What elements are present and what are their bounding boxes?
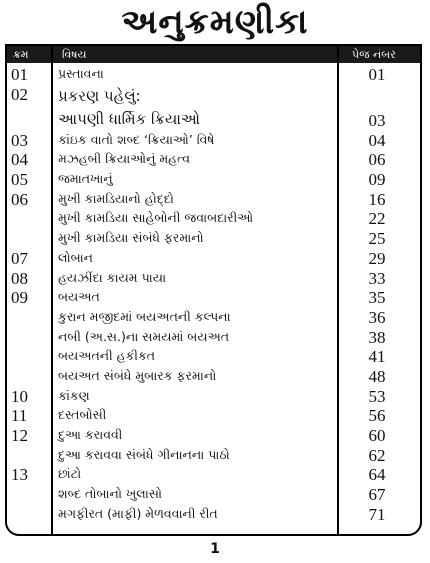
row-page: 06 [368,150,386,170]
table-row [7,268,420,288]
row-subject: કુરાન મજીદમાં બયઅતની કલ્પના [58,308,231,324]
row-subject: કાંઇક વાતો શબ્દ ‘ક્રિયાઓ’ વિષે [58,131,215,147]
row-subject: પ્રસ્તાવના [58,66,104,81]
table-row [7,386,420,406]
row-page: 67 [368,485,386,505]
row-subject: લોબાન [58,249,93,265]
row-page: 04 [368,130,386,150]
table-row [7,366,420,386]
row-page: 33 [368,268,386,288]
page-number: 1 [210,541,220,557]
row-page: 09 [368,170,386,190]
row-number: 13 [11,465,28,485]
row-page: 71 [368,504,386,524]
row-subject: આપણી ધાર્મિક ક્રિયાઓ [58,109,200,128]
table-row [7,208,420,228]
row-subject: પ્રકરણ પહેલું: [58,86,141,105]
table-row [7,169,420,189]
row-number: 01 [11,65,28,84]
table-row [7,327,420,347]
table-row [7,130,420,150]
row-number: 12 [11,426,28,445]
row-subject: બયઅત સંબંધે મુબારક ફરમાનો [58,367,217,383]
row-page: 01 [368,65,386,84]
row-page: 16 [368,189,386,209]
table-row [7,64,420,84]
row-subject: મગફીરત (માફી) મેળવવાની રીત [58,505,218,521]
index-table [5,44,422,536]
row-subject: દુઆ કરાવવી [58,427,123,442]
row-number: 11 [11,406,28,426]
row-number: 05 [11,170,28,190]
row-page: 62 [368,445,386,465]
header-subject: વિષય [62,48,87,61]
table-row [7,504,420,524]
row-number: 09 [11,288,28,308]
table-row [7,346,420,366]
row-number: 03 [11,130,28,150]
row-page: 60 [368,426,386,445]
page-title: અનુક્રમણીકા [121,2,309,42]
row-page: 03 [368,110,386,130]
row-subject: નબી (અ.સ.)ના સમયમાં બયઅત [58,328,230,344]
row-page: 35 [368,288,386,308]
row-number: 08 [11,268,28,288]
row-subject: હયઝીંદા કાયમ પાયા [58,269,167,285]
table-row [7,287,420,307]
row-page: 38 [368,327,386,347]
table-row [7,464,420,484]
table-row [7,307,420,327]
row-subject: દુઆ કરાવવા સંબંધે ગીનાનના પાઠો [58,446,230,462]
header-page: પેજ નંબર [352,48,396,61]
row-page: 25 [368,229,386,249]
row-subject: શબ્દ તોબાનો ખુલાસો [58,486,163,502]
row-page: 48 [368,366,386,386]
table-row [7,484,420,504]
row-page: 29 [368,248,386,268]
row-page: 22 [368,209,386,229]
row-subject: દસ્તબોસી [58,407,107,423]
row-subject: બયઅત [58,289,100,305]
row-subject: કાંકણ [58,387,90,403]
row-subject: છાંટો [58,466,82,482]
table-header [7,46,420,63]
row-page: 41 [368,347,386,367]
table-row [7,107,420,130]
row-subject: જમાતખાનું [58,171,113,187]
table-row [7,228,420,248]
table-row [7,405,420,425]
table-row [7,425,420,445]
row-subject: મુખી કામડિયાનો હોદ્દો [58,190,174,206]
row-page: 56 [368,406,386,426]
row-subject: મુખી કામડિયા સંબંધે ફરમાનો [58,230,204,246]
row-subject: મઝહબી ક્રિયાઓનું મહત્વ [58,151,191,167]
table-row [7,248,420,268]
row-subject: મુખી કામડિયા સાહેબોની જવાબદારીઓ [58,210,254,226]
row-page: 36 [368,307,386,327]
table-row [7,149,420,169]
row-number: 10 [11,386,28,406]
row-number: 02 [11,84,28,104]
row-number: 04 [11,150,28,170]
table-body [7,64,420,523]
header-no: ક્રમ [13,48,29,61]
table-row [7,445,420,465]
row-number: 07 [11,248,28,268]
row-number: 06 [11,189,28,209]
table-row [7,189,420,209]
row-page: 53 [368,386,386,406]
row-page: 64 [368,465,386,485]
row-subject: બયઅતની હકીકત [58,348,156,364]
table-row [7,84,420,107]
